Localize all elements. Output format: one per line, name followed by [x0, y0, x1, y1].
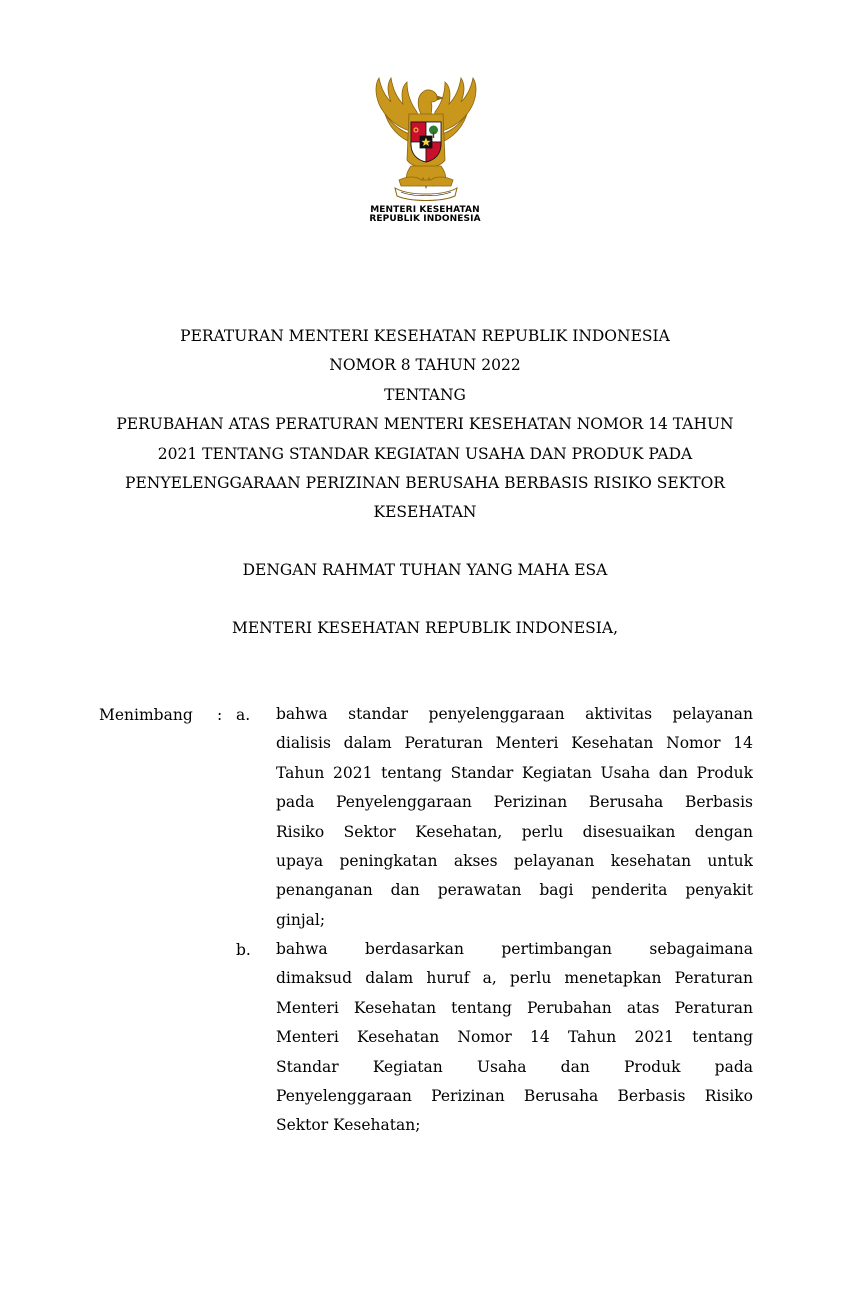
regulation-number: NOMOR 8 TAHUN 2022	[329, 356, 521, 375]
considering-item-b	[276, 935, 753, 1141]
item-text-line: Risiko Sektor Kesehatan, perlu disesuaikan dengan	[276, 822, 753, 841]
item-letter-b: b.	[236, 941, 251, 959]
item-text-line: Menteri Kesehatan Nomor 14 Tahun 2021 tentang	[276, 1028, 753, 1047]
item-text-line: upaya peningkatan akses pelayanan kesehatan untuk	[276, 851, 753, 870]
regulation-subject-line: PERUBAHAN ATAS PERATURAN MENTERI KESEHATAN NOMOR 14 TAHUN	[116, 415, 734, 434]
regulation-subject-line: KESEHATAN	[373, 503, 477, 522]
office-label-line1: MENTERI KESEHATAN	[370, 205, 480, 215]
item-letter-a: a.	[236, 706, 251, 724]
considering-label: Menimbang	[99, 706, 193, 724]
regulation-type: PERATURAN MENTERI KESEHATAN REPUBLIK INDONESIA	[180, 327, 670, 345]
considering-item-a	[276, 700, 753, 935]
regulation-title	[95, 322, 755, 528]
item-text-line: Standar Kegiatan Usaha dan Produk pada	[276, 1057, 753, 1076]
regulation-subject-line: PENYELENGGARAAN PERIZINAN BERUSAHA BERBASIS RISIKO SEKTOR	[125, 474, 725, 493]
regulation-subject-line: 2021 TENTANG STANDAR KEGIATAN USAHA DAN PRODUK PADA	[157, 444, 693, 463]
item-text-line: Sektor Kesehatan;	[276, 1116, 421, 1135]
invocation-line: DENGAN RAHMAT TUHAN YANG MAHA ESA	[242, 561, 608, 579]
regulation-about: TENTANG	[384, 385, 466, 404]
office-label-line2: REPUBLIK INDONESIA	[369, 214, 481, 224]
item-text-line: penanganan dan perawatan bagi penderita penyakit	[276, 881, 753, 900]
item-text-line: dimaksud dalam huruf a, perlu menetapkan Peraturan	[276, 969, 753, 988]
considering-colon: :	[217, 706, 223, 724]
issuer-line: MENTERI KESEHATAN REPUBLIK INDONESIA,	[231, 619, 619, 637]
item-text-line: bahwa standar penyelenggaraan aktivitas pelayanan	[276, 705, 753, 723]
item-text-line: dialisis dalam Peraturan Menteri Kesehatan Nomor 14	[276, 734, 753, 753]
item-text-line: Penyelenggaraan Perizinan Berusaha Berbasis Risiko	[276, 1086, 753, 1105]
item-text-line: Menteri Kesehatan tentang Perubahan atas Peraturan	[276, 998, 753, 1017]
item-text-line: pada Penyelenggaraan Perizinan Berusaha Berbasis	[276, 793, 753, 812]
item-text-line: ginjal;	[276, 910, 326, 929]
item-text-line: Tahun 2021 tentang Standar Kegiatan Usaha dan Produk	[276, 763, 753, 782]
garuda-pancasila-emblem-icon	[365, 74, 487, 204]
item-text-line: bahwa berdasarkan pertimbangan sebagaimana	[276, 940, 753, 958]
